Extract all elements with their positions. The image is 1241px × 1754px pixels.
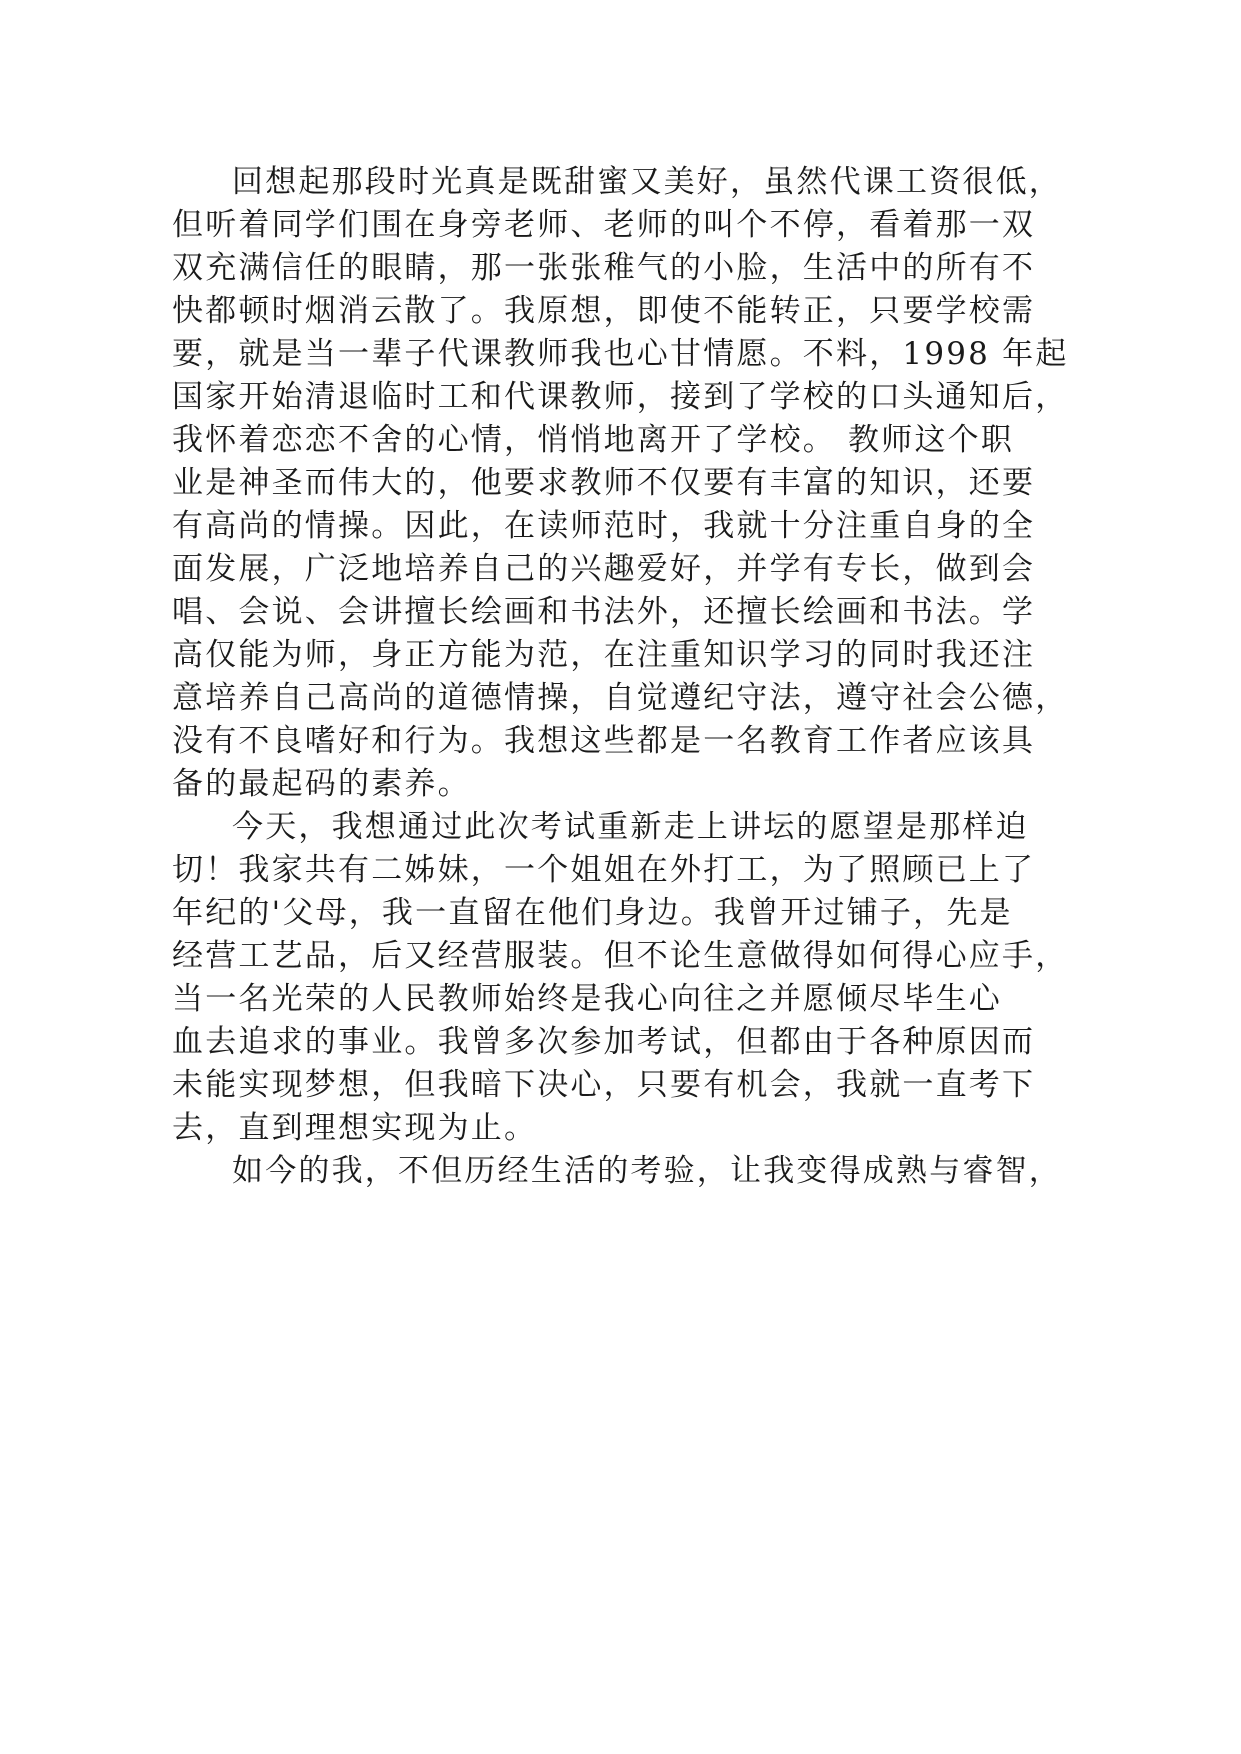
text-line: 去，直到理想实现为止。	[172, 1110, 538, 1146]
text-line: 未能实现梦想，但我暗下决心，只要有机会，我就一直考下	[172, 1067, 1036, 1103]
text-line: 血去追求的事业。我曾多次参加考试，但都由于各种原因而	[172, 1024, 1036, 1060]
text-line: 我怀着恋恋不舍的心情，悄悄地离开了学校。 教师这个职	[172, 422, 1015, 458]
text-line: 双充满信任的眼睛，那一张张稚气的小脸，生活中的所有不	[172, 250, 1036, 286]
text-line: 经营工艺品，后又经营服装。但不论生意做得如何得心应手，	[172, 938, 1069, 974]
text-line: 高仅能为师，身正方能为范，在注重知识学习的同时我还注	[172, 637, 1036, 673]
text-line: 没有不良嗜好和行为。我想这些都是一名教育工作者应该具	[172, 723, 1036, 759]
text-line: 国家开始清退临时工和代课教师，接到了学校的口头通知后，	[172, 379, 1069, 415]
text-line: 切！我家共有二姊妹，一个姐姐在外打工，为了照顾已上了	[172, 852, 1036, 888]
text-line: 今天，我想通过此次考试重新走上讲坛的愿望是那样迫	[232, 809, 1029, 845]
text-line: 如今的我，不但历经生活的考验，让我变得成熟与睿智，	[232, 1153, 1062, 1189]
text-line: 面发展，广泛地培养自己的兴趣爱好，并学有专长，做到会	[172, 551, 1036, 587]
text-line: 业是神圣而伟大的，他要求教师不仅要有丰富的知识，还要	[172, 465, 1036, 501]
text-line: 当一名光荣的人民教师始终是我心向往之并愿倾尽毕生心	[172, 981, 1002, 1017]
text-line: 有高尚的情操。因此，在读师范时，我就十分注重自身的全	[172, 508, 1036, 544]
text-line: 但听着同学们围在身旁老师、老师的叫个不停，看着那一双	[172, 207, 1036, 243]
text-line: 备的最起码的素养。	[172, 766, 471, 802]
text-line: 意培养自己高尚的道德情操，自觉遵纪守法，遵守社会公德，	[172, 680, 1069, 716]
text-line: 唱、会说、会讲擅长绘画和书法外，还擅长绘画和书法。学	[172, 594, 1036, 630]
text-line: 回想起那段时光真是既甜蜜又美好，虽然代课工资很低，	[232, 164, 1062, 200]
text-line: 年纪的'父母，我一直留在他们身边。我曾开过铺子，先是	[172, 895, 1013, 931]
text-line: 快都顿时烟消云散了。我原想，即使不能转正，只要学校需	[172, 293, 1036, 329]
text-line: 要，就是当一辈子代课教师我也心甘情愿。不料，1998 年起	[172, 336, 1069, 372]
